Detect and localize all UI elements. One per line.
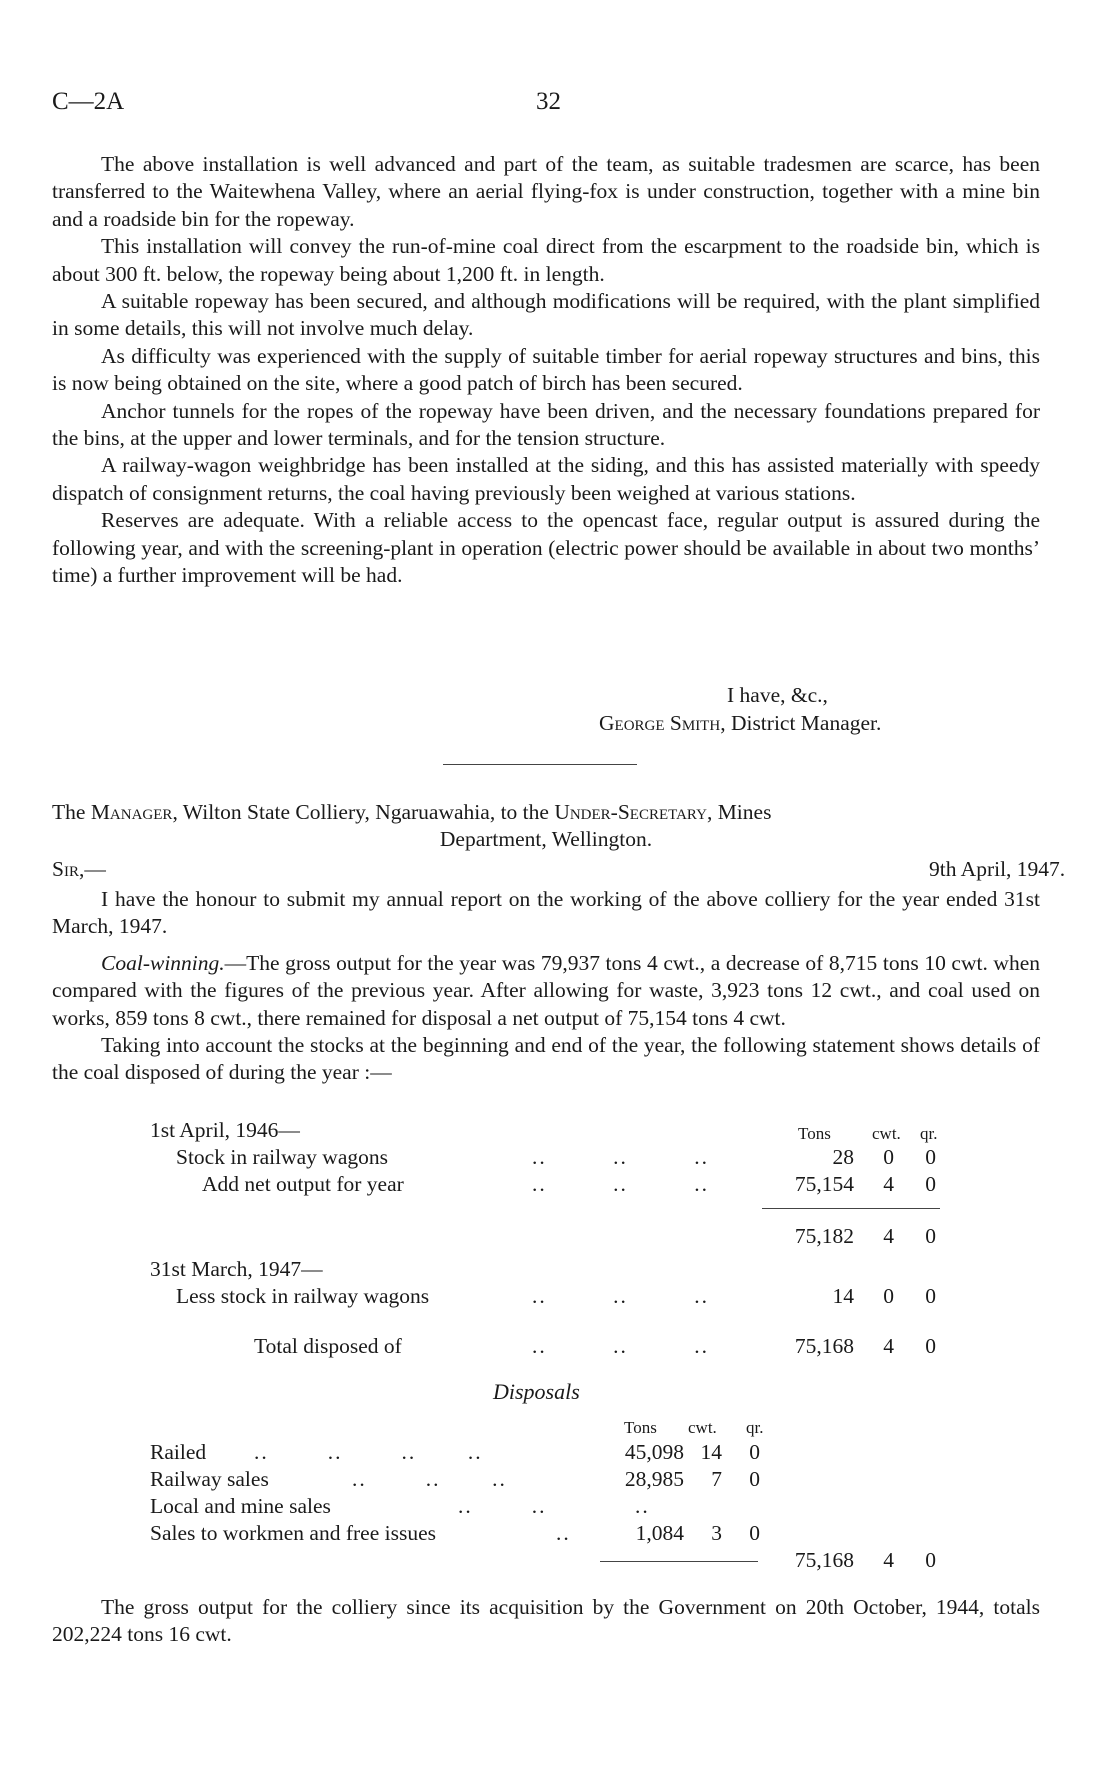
subtotal-cwt: 4 — [883, 1224, 894, 1248]
heading-line-2: Department, Wellington. — [439, 827, 653, 852]
leader-dots: .. — [556, 1521, 571, 1545]
disposals-total-tons: 75,168 — [794, 1548, 854, 1572]
cwt-value: 7 — [711, 1467, 722, 1491]
heading-prefix: The — [52, 800, 86, 824]
page-number: 32 — [536, 88, 561, 115]
column-header: qr. — [920, 1124, 938, 1143]
statement-row-label: Total disposed of — [254, 1334, 402, 1358]
subtotal-qr: 0 — [925, 1224, 936, 1248]
paragraph: The above installation is well advanced and part of the team, as suitable tradesmen are scarce, has been transferred to the Waitewhena Valley, where an aerial flying-fox is under construction, together with a mine bin and a roadside bin for the ropeway. — [52, 152, 1040, 231]
coal-winning-text: —The gross output for the year was 79,937 tons 4 cwt., a decrease of 8,715 tons 10 cwt. when compared with the figures of the previous year. After allowing for waste, 3,923 tons 12 cwt., and coal used on works, 859 tons 8 cwt., there remained for disposal a net output of 75,154 tons 4 cwt. — [52, 950, 1040, 1030]
column-header: Tons — [624, 1418, 657, 1437]
column-header: cwt. — [872, 1124, 901, 1143]
column-header: Tons — [798, 1124, 831, 1143]
disposal-label: Local and mine sales — [150, 1494, 331, 1518]
heading-to-rest: , Mines — [706, 800, 772, 824]
qr-value: 0 — [925, 1145, 936, 1169]
leader-dots: .. .. .. — [532, 1172, 709, 1196]
salutation: Sir,— — [52, 857, 106, 881]
cwt-value: 14 — [700, 1440, 722, 1464]
tons-value: 75,154 — [794, 1172, 854, 1196]
signatory-name: George Smith — [599, 711, 721, 735]
statement-date: 1st April, 1946— — [150, 1118, 300, 1142]
heading-from: Manager — [90, 800, 173, 824]
cwt-value: 0 — [883, 1284, 894, 1308]
leader-dots: .. .. .. — [352, 1467, 507, 1491]
sum-rule — [762, 1208, 940, 1209]
leader-dots: .. .. .. — [458, 1494, 650, 1518]
paragraph: A suitable ropeway has been secured, and although modifications will be required, with the plant simplified in some details, this will not involve much delay. — [52, 289, 1040, 341]
paragraph: A railway-wagon weighbridge has been installed at the siding, and this has assisted materially with speedy dispatch of consignment returns, the coal having previously been weighed at various stations. — [52, 453, 1040, 505]
subtotal-tons: 75,182 — [794, 1224, 854, 1248]
leader-dots: .. .. .. — [532, 1284, 709, 1308]
statement-row-label: Less stock in railway wagons — [176, 1284, 430, 1308]
letter-body — [52, 886, 1040, 1087]
disposal-label: Railway sales — [150, 1467, 269, 1491]
heading-to: Under-Secretary — [554, 800, 707, 824]
section-divider — [443, 764, 637, 765]
disposal-label: Railed — [150, 1440, 207, 1464]
disposal-label: Sales to workmen and free issues — [150, 1521, 436, 1545]
qr-value: 0 — [925, 1172, 936, 1196]
statement-row-label: Add net output for year — [202, 1172, 404, 1196]
paragraph: Reserves are adequate. With a reliable access to the opencast face, regular output is assured during the following year, and with the screening-plant in operation (electric power should be available in about two months’ time) a further improvement will be had. — [52, 508, 1040, 588]
tons-value: 28,985 — [624, 1467, 684, 1491]
signature-block: George Smith, District Manager. — [599, 711, 882, 735]
leader-dots: .. .. .. .. — [254, 1440, 483, 1464]
leader-dots: .. .. .. — [532, 1145, 709, 1169]
coal-winning-label: Coal-winning. — [101, 950, 225, 975]
statement-intro: Taking into account the stocks at the beginning and end of the year, the following statement shows details of the coal disposed of during the year :— — [52, 1033, 1040, 1085]
total-tons: 75,168 — [794, 1334, 854, 1358]
qr-value: 0 — [749, 1440, 760, 1464]
intro-paragraph: I have the honour to submit my annual report on the working of the above colliery for the year ended 31st March, 1947. — [52, 887, 1040, 939]
disposals-total-qr: 0 — [925, 1548, 936, 1572]
leader-dots: .. .. .. — [532, 1334, 709, 1358]
tons-value: 28 — [832, 1145, 854, 1169]
tons-value: 1,084 — [635, 1521, 684, 1545]
cwt-value: 3 — [711, 1521, 722, 1545]
heading-from-rest: , Wilton State Colliery, Ngaruawahia, to the — [172, 800, 549, 824]
cwt-value: 4 — [883, 1172, 894, 1196]
paragraph: This installation will convey the run-of-mine coal direct from the escarpment to the roadside bin, which is about 300 ft. below, the ropeway being about 1,200 ft. in length. — [52, 234, 1040, 286]
closing-text — [52, 1594, 1040, 1649]
qr-value: 0 — [749, 1521, 760, 1545]
paragraph: As difficulty was experienced with the supply of suitable timber for aerial ropeway structures and bins, this is now being obtained on the site, where a good patch of birch has been secured. — [52, 343, 1040, 396]
letter-heading — [52, 799, 1040, 854]
column-header: cwt. — [688, 1418, 717, 1437]
statement-row-label: Stock in railway wagons — [176, 1145, 388, 1169]
report-continuation — [52, 151, 1040, 590]
disposals-total-cwt: 4 — [883, 1548, 894, 1572]
document-code: C—2A — [52, 88, 125, 115]
cwt-value: 0 — [883, 1145, 894, 1169]
signatory-title: District Manager. — [730, 711, 882, 735]
coal-winning-paragraph — [52, 950, 1040, 1032]
disposals-title: Disposals — [493, 1379, 580, 1404]
closing-salutation: I have, &c., — [727, 683, 828, 707]
qr-value: 0 — [749, 1467, 760, 1491]
paragraph: Anchor tunnels for the ropes of the ropeway have been driven, and the necessary foundations prepared for the bins, at the upper and lower terminals, and for the tension structure. — [52, 398, 1040, 451]
column-header: qr. — [746, 1418, 764, 1437]
tons-value: 45,098 — [624, 1440, 684, 1464]
sum-rule — [600, 1561, 758, 1562]
letter-date: 9th April, 1947. — [929, 857, 1066, 881]
closing-paragraph: The gross output for the colliery since its acquisition by the Government on 20th October, 1944, totals 202,224 tons 16 cwt. — [52, 1595, 1040, 1647]
statement-date: 31st March, 1947— — [150, 1257, 323, 1281]
total-qr: 0 — [925, 1334, 936, 1358]
tons-value: 14 — [832, 1284, 854, 1308]
total-cwt: 4 — [883, 1334, 894, 1358]
qr-value: 0 — [925, 1284, 936, 1308]
